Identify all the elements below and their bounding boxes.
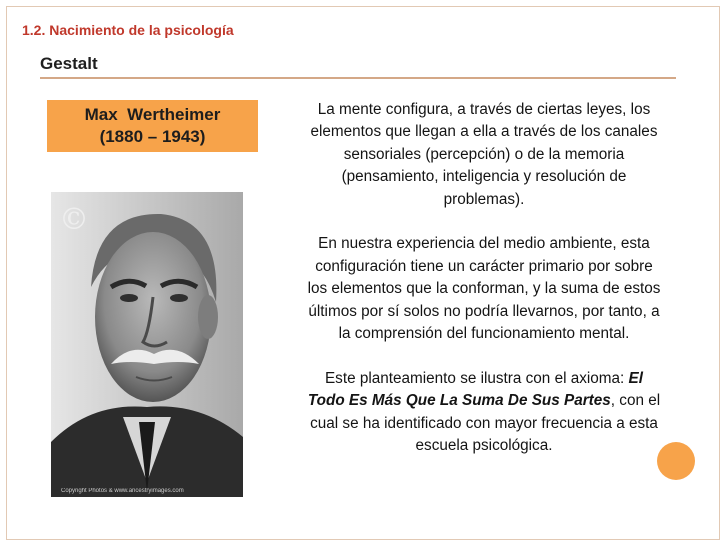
paragraph-1: La mente configura, a través de ciertas leyes, los elementos que llegan a ella a través de los canales sensoriales (percepción) o de la memoria (pensamiento, inteligencia y resolución de problemas). [310,101,658,208]
copyright-mark: © [59,202,89,237]
person-years: (1880 – 1943) [99,127,206,146]
slide-body-text [306,99,662,457]
slide-subtitle: Gestalt [40,54,98,73]
paragraph-3 [306,368,662,458]
paragraph-3-prefix: Este planteamiento se ilustra con el axioma: [324,369,629,387]
portrait-photo [51,192,243,497]
portrait-illustration [51,192,243,497]
section-title: 1.2. Nacimiento de la psicología [22,22,234,38]
title-divider [40,77,676,79]
decorative-circle [657,442,695,480]
person-name-box [47,100,258,152]
photo-credit: Copyright Photos & www.ancestryimages.com [61,488,184,494]
person-name: Max Wertheimer [84,105,221,124]
paragraph-3-suffix: , con el cual se ha identificado con mayor frecuencia a esta escuela psicológica. [310,392,661,455]
paragraph-2: En nuestra experiencia del medio ambiente, esta configuración tiene un carácter primario por sobre los elementos que la conforman, y la suma de estos últimos por sí solos no podría llevarnos, por tanto, a la comprensión del funcionamiento mental. [307,235,661,343]
axiom-text: El Todo Es Más Que La Suma De Sus Partes [307,369,643,410]
